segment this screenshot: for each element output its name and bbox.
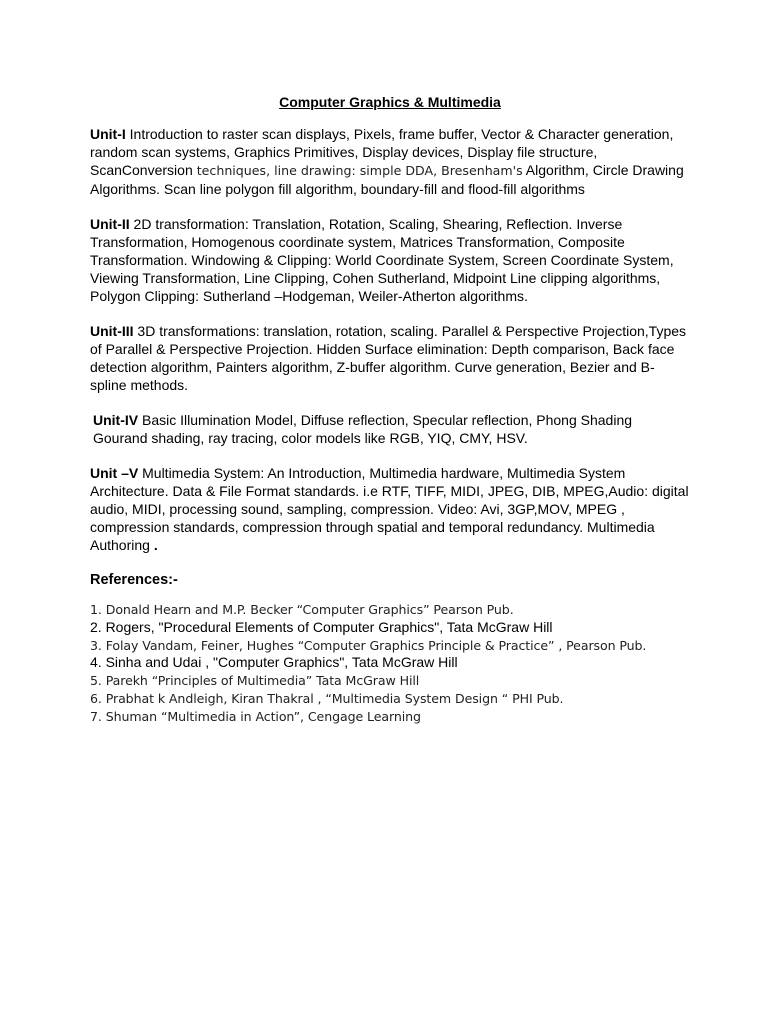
unit-1-label: Unit-I [90,126,126,142]
unit-1-text-c: Algorithm, Circle Drawing Algorithms. Scan line polygon fill algorithm, boundary-fill and flood-fill algorithms [90,162,684,197]
unit-4-section [90,411,690,447]
unit-5-trailing: . [153,537,158,553]
unit-5-label: Unit –V [90,465,139,481]
unit-3-text: 3D transformations: translation, rotation, scaling. Parallel & Perspective Projection,Types of Parallel & Perspective Projection. Hidden Surface elimination: Depth comparison, Back face detection algorithm, Painters algorithm, Z-buffer algorithm. Curve generation, Bezier and B-spline methods. [90,323,687,393]
unit-5-section [90,464,690,554]
unit-1-text-b: techniques, line drawing: simple DDA, Bresenham's [192,163,523,178]
reference-item-7: 7. Shuman “Multimedia in Action”, Cengage Learning [90,708,421,724]
unit-1-section [90,125,690,198]
unit-5-text: Multimedia System: An Introduction, Multimedia hardware, Multimedia System Architecture. Data & File Format standards. i.e RTF, TIFF, MIDI, JPEG, DIB, MPEG,Audio: digital audio, MIDI, processing sound, sampling, compression. Video: Avi, 3GP,MOV, MPEG , compression standards, compression through spatial and temporal redundancy. Multimedia Authoring [90,465,689,553]
reference-item-4: 4. Sinha and Udai , "Computer Graphics", Tata McGraw Hill [90,654,458,671]
reference-item-5: 5. Parekh “Principles of Multimedia” Tata McGraw Hill [90,673,420,689]
unit-3-label: Unit-III [90,323,134,339]
reference-item-6: 6. Prabhat k Andleigh, Kiran Thakral , “Multimedia System Design “ PHI Pub. [90,690,564,706]
syllabus-page [90,93,690,726]
unit-4-label: Unit-IV [93,412,139,428]
document-title: Computer Graphics & Multimedia [279,94,501,110]
reference-item-2: 2. Rogers, "Procedural Elements of Computer Graphics", Tata McGraw Hill [90,618,553,635]
references-heading: References:- [90,572,178,588]
unit-4-text: Basic Illumination Model, Diffuse reflection, Specular reflection, Phong Shading Gourand shading, ray tracing, color models like RGB, YIQ, CMY, HSV. [93,412,633,446]
unit-2-text: 2D transformation: Translation, Rotation, Scaling, Shearing, Reflection. Inverse Transformation, Homogenous coordinate system, Matrices Transformation, Composite Transformation. Windowing & Clipping: World Coordinate System, Screen Coordinate System, Viewing Transformation, Line Clipping, Cohen Sutherland, Midpoint Line clipping algorithms, Polygon Clipping: Sutherland –Hodgeman, Weiler-Atherton algorithms. [90,216,674,304]
unit-1-text-a: Introduction to raster scan displays, Pixels, frame buffer, Vector & Character generation, random scan systems, Graphics Primitives, Display devices, Display file structure, ScanConversion [90,126,674,178]
reference-item-3: 3. Folay Vandam, Feiner, Hughes “Computer Graphics Principle & Practice” , Pearson Pub. [90,637,647,653]
unit-3-section [90,322,690,394]
reference-item-1: 1. Donald Hearn and M.P. Becker “Computer Graphics” Pearson Pub. [90,602,514,617]
unit-2-section [90,215,690,305]
unit-2-label: Unit-II [90,216,130,232]
